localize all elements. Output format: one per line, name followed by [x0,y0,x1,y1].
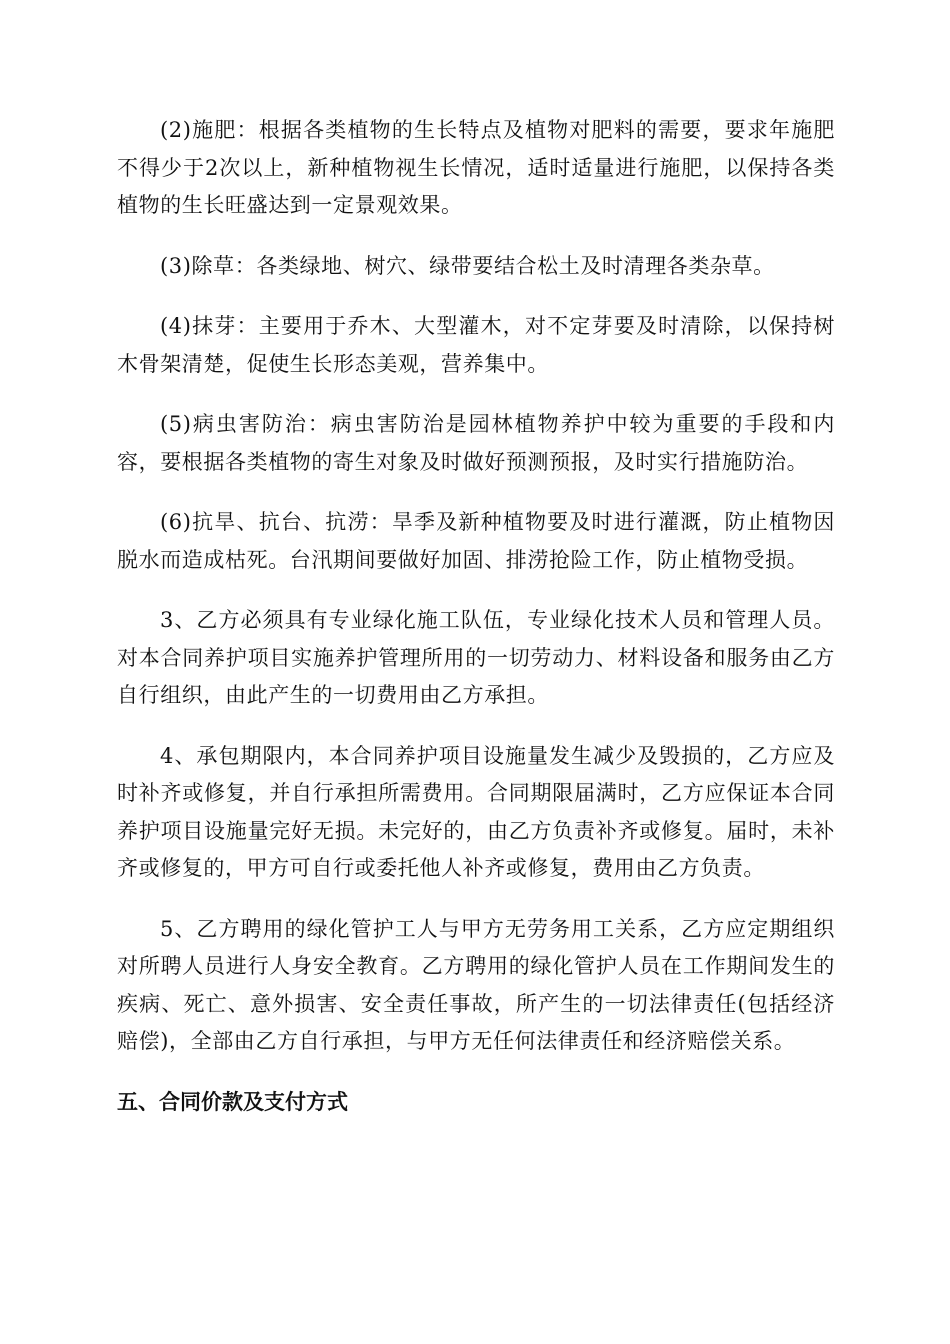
paragraph-clause-5: 5、乙方聘用的绿化管护工人与甲方无劳务用工关系，乙方应定期组织对所聘人员进行人身安全教育。乙方聘用的绿化管护人员在工作期间发生的疾病、死亡、意外损害、安全责任事故，所产生的一切法律责任(包括经济赔偿)，全部由乙方自行承担，与甲方无任何法律责任和经济赔偿关系。 [117,916,835,1053]
paragraph-weeding: (3)除草：各类绿地、树穴、绿带要结合松土及时清理各类杂草。 [160,253,775,278]
document-body [117,112,835,1121]
paragraph-bud-removal: (4)抹芽：主要用于乔木、大型灌木，对不定芽要及时清除，以保持树木骨架清楚，促使生长形态美观，营养集中。 [117,314,835,376]
paragraph-clause-3: 3、乙方必须具有专业绿化施工队伍，专业绿化技术人员和管理人员。对本合同养护项目实施养护管理所用的一切劳动力、材料设备和服务由乙方自行组织，由此产生的一切费用由乙方承担。 [117,608,835,707]
paragraph-fertilizing: (2)施肥：根据各类植物的生长特点及植物对肥料的需要，要求年施肥不得少于2次以上，新种植物视生长情况，适时适量进行施肥，以保持各类植物的生长旺盛达到一定景观效果。 [117,118,835,217]
paragraph-pest-control: (5)病虫害防治：病虫害防治是园林植物养护中较为重要的手段和内容，要根据各类植物的寄生对象及时做好预测预报，及时实行措施防治。 [117,412,835,474]
paragraph-clause-4: 4、承包期限内，本合同养护项目设施量发生减少及毁损的，乙方应及时补齐或修复，并自行承担所需费用。合同期限届满时，乙方应保证本合同养护项目设施量完好无损。未完好的，由乙方负责补齐或修复。届时，未补齐或修复的，甲方可自行或委托他人补齐或修复，费用由乙方负责。 [117,743,835,880]
paragraph-drought-typhoon-flood: (6)抗旱、抗台、抗涝：旱季及新种植物要及时进行灌溉，防止植物因脱水而造成枯死。台汛期间要做好加固、排涝抢险工作，防止植物受损。 [117,510,835,572]
section-heading: 五、合同价款及支付方式 [117,1089,348,1114]
